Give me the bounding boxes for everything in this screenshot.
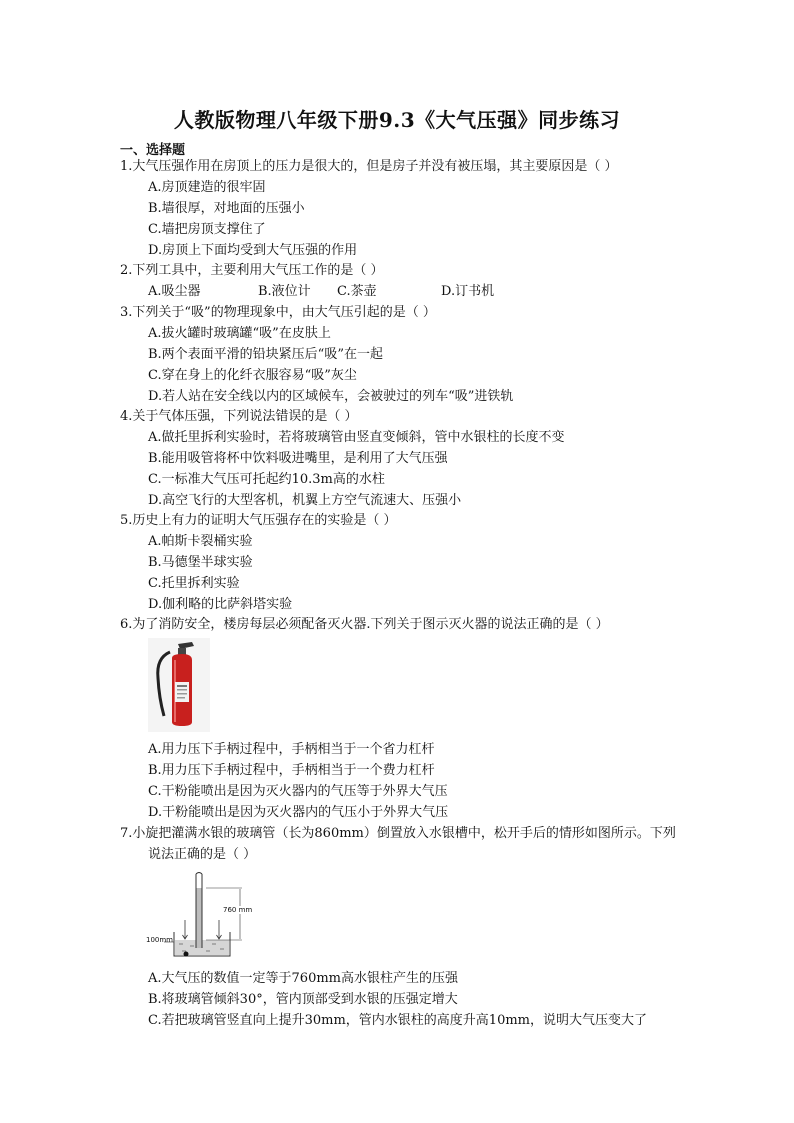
question-4-option-a: A.做托里拆利实验时，若将玻璃管由竖直变倾斜，管中水银柱的长度不变 <box>148 430 565 445</box>
mercury-tube-figure <box>146 872 254 962</box>
question-6-stem: 6.为了消防安全，楼房每层必须配备灭火器.下列关于图示灭火器的说法正确的是（ ） <box>120 617 609 632</box>
question-2-options <box>148 283 494 301</box>
question-5-option-c: C.托里拆利实验 <box>148 576 240 591</box>
section-heading: 一、选择题 <box>120 143 186 158</box>
question-4-stem: 4.关于气体压强，下列说法错误的是（ ） <box>120 409 358 424</box>
question-6-option-c: C.干粉能喷出是因为灭火器内的气压等于外界大气压 <box>148 784 448 799</box>
question-5-option-d: D.伽利略的比萨斜塔实验 <box>148 597 293 612</box>
question-7-stem: 7.小旋把灌满水银的玻璃管（长为860mm）倒置放入水银槽中，松开手后的情形如图所示。下列 <box>120 826 676 841</box>
question-1-option-b: B.墙很厚，对地面的压强小 <box>148 201 305 216</box>
figure-label-100mm: 100mm <box>146 936 173 944</box>
question-4-option-d: D.高空飞行的大型客机，机翼上方空气流速大、压强小 <box>148 493 462 508</box>
question-1-stem: 1.大气压强作用在房顶上的压力是很大的，但是房子并没有被压塌，其主要原因是（ ） <box>120 159 618 174</box>
question-5-option-b: B.马德堡半球实验 <box>148 555 253 570</box>
question-3-option-d: D.若人站在安全线以内的区域候车，会被驶过的列车“吸”进铁轨 <box>148 389 514 404</box>
question-3-option-c: C.穿在身上的化纤衣服容易“吸”灰尘 <box>148 368 357 383</box>
question-6-option-b: B.用力压下手柄过程中，手柄相当于一个费力杠杆 <box>148 763 435 778</box>
question-2-option-b: B.液位计 <box>258 284 311 299</box>
question-3-option-b: B.两个表面平滑的铅块紧压后“吸”在一起 <box>148 347 383 362</box>
question-7-option-c: C.若把玻璃管竖直向上提升30mm，管内水银柱的高度升高10mm，说明大气压变大了 <box>148 1013 648 1028</box>
question-2-option-a: A.吸尘器 <box>148 284 201 299</box>
question-4-option-b: B.能用吸管将杯中饮料吸进嘴里，是利用了大气压强 <box>148 451 448 466</box>
question-3-stem: 3.下列关于“吸”的物理现象中，由大气压引起的是（ ） <box>120 305 436 320</box>
question-5-stem: 5.历史上有力的证明大气压强存在的实验是（ ） <box>120 513 397 528</box>
question-5-option-a: A.帕斯卡裂桶实验 <box>148 534 253 549</box>
question-4-option-c: C.一标准大气压可托起约10.3m高的水柱 <box>148 472 385 487</box>
question-7-stem-continued: 说法正确的是（ ） <box>148 847 257 862</box>
question-3-option-a: A.拔火罐时玻璃罐“吸”在皮肤上 <box>148 326 331 341</box>
question-7-option-a: A.大气压的数值一定等于760mm高水银柱产生的压强 <box>148 971 458 986</box>
fire-extinguisher-figure <box>148 638 210 732</box>
figure-label-760mm: 760 mm <box>223 906 253 914</box>
torricelli-diagram <box>146 872 254 962</box>
page-title: 人教版物理八年级下册9.3《大气压强》同步练习 <box>173 108 621 132</box>
fire-extinguisher-icon <box>148 638 210 732</box>
question-1-option-a: A.房顶建造的很牢固 <box>148 180 266 195</box>
question-7-option-b: B.将玻璃管倾斜30°，管内顶部受到水银的压强定增大 <box>148 992 458 1007</box>
question-6-option-a: A.用力压下手柄过程中，手柄相当于一个省力杠杆 <box>148 742 435 757</box>
question-2-option-c: C.茶壶 <box>337 284 377 299</box>
question-1-option-c: C.墙把房顶支撑住了 <box>148 222 266 237</box>
question-1-option-d: D.房顶上下面均受到大气压强的作用 <box>148 243 358 258</box>
question-2-option-d: D.订书机 <box>441 284 495 299</box>
question-6-option-d: D.干粉能喷出是因为灭火器内的气压小于外界大气压 <box>148 805 449 820</box>
question-2-stem: 2.下列工具中，主要利用大气压工作的是（ ） <box>120 263 384 278</box>
